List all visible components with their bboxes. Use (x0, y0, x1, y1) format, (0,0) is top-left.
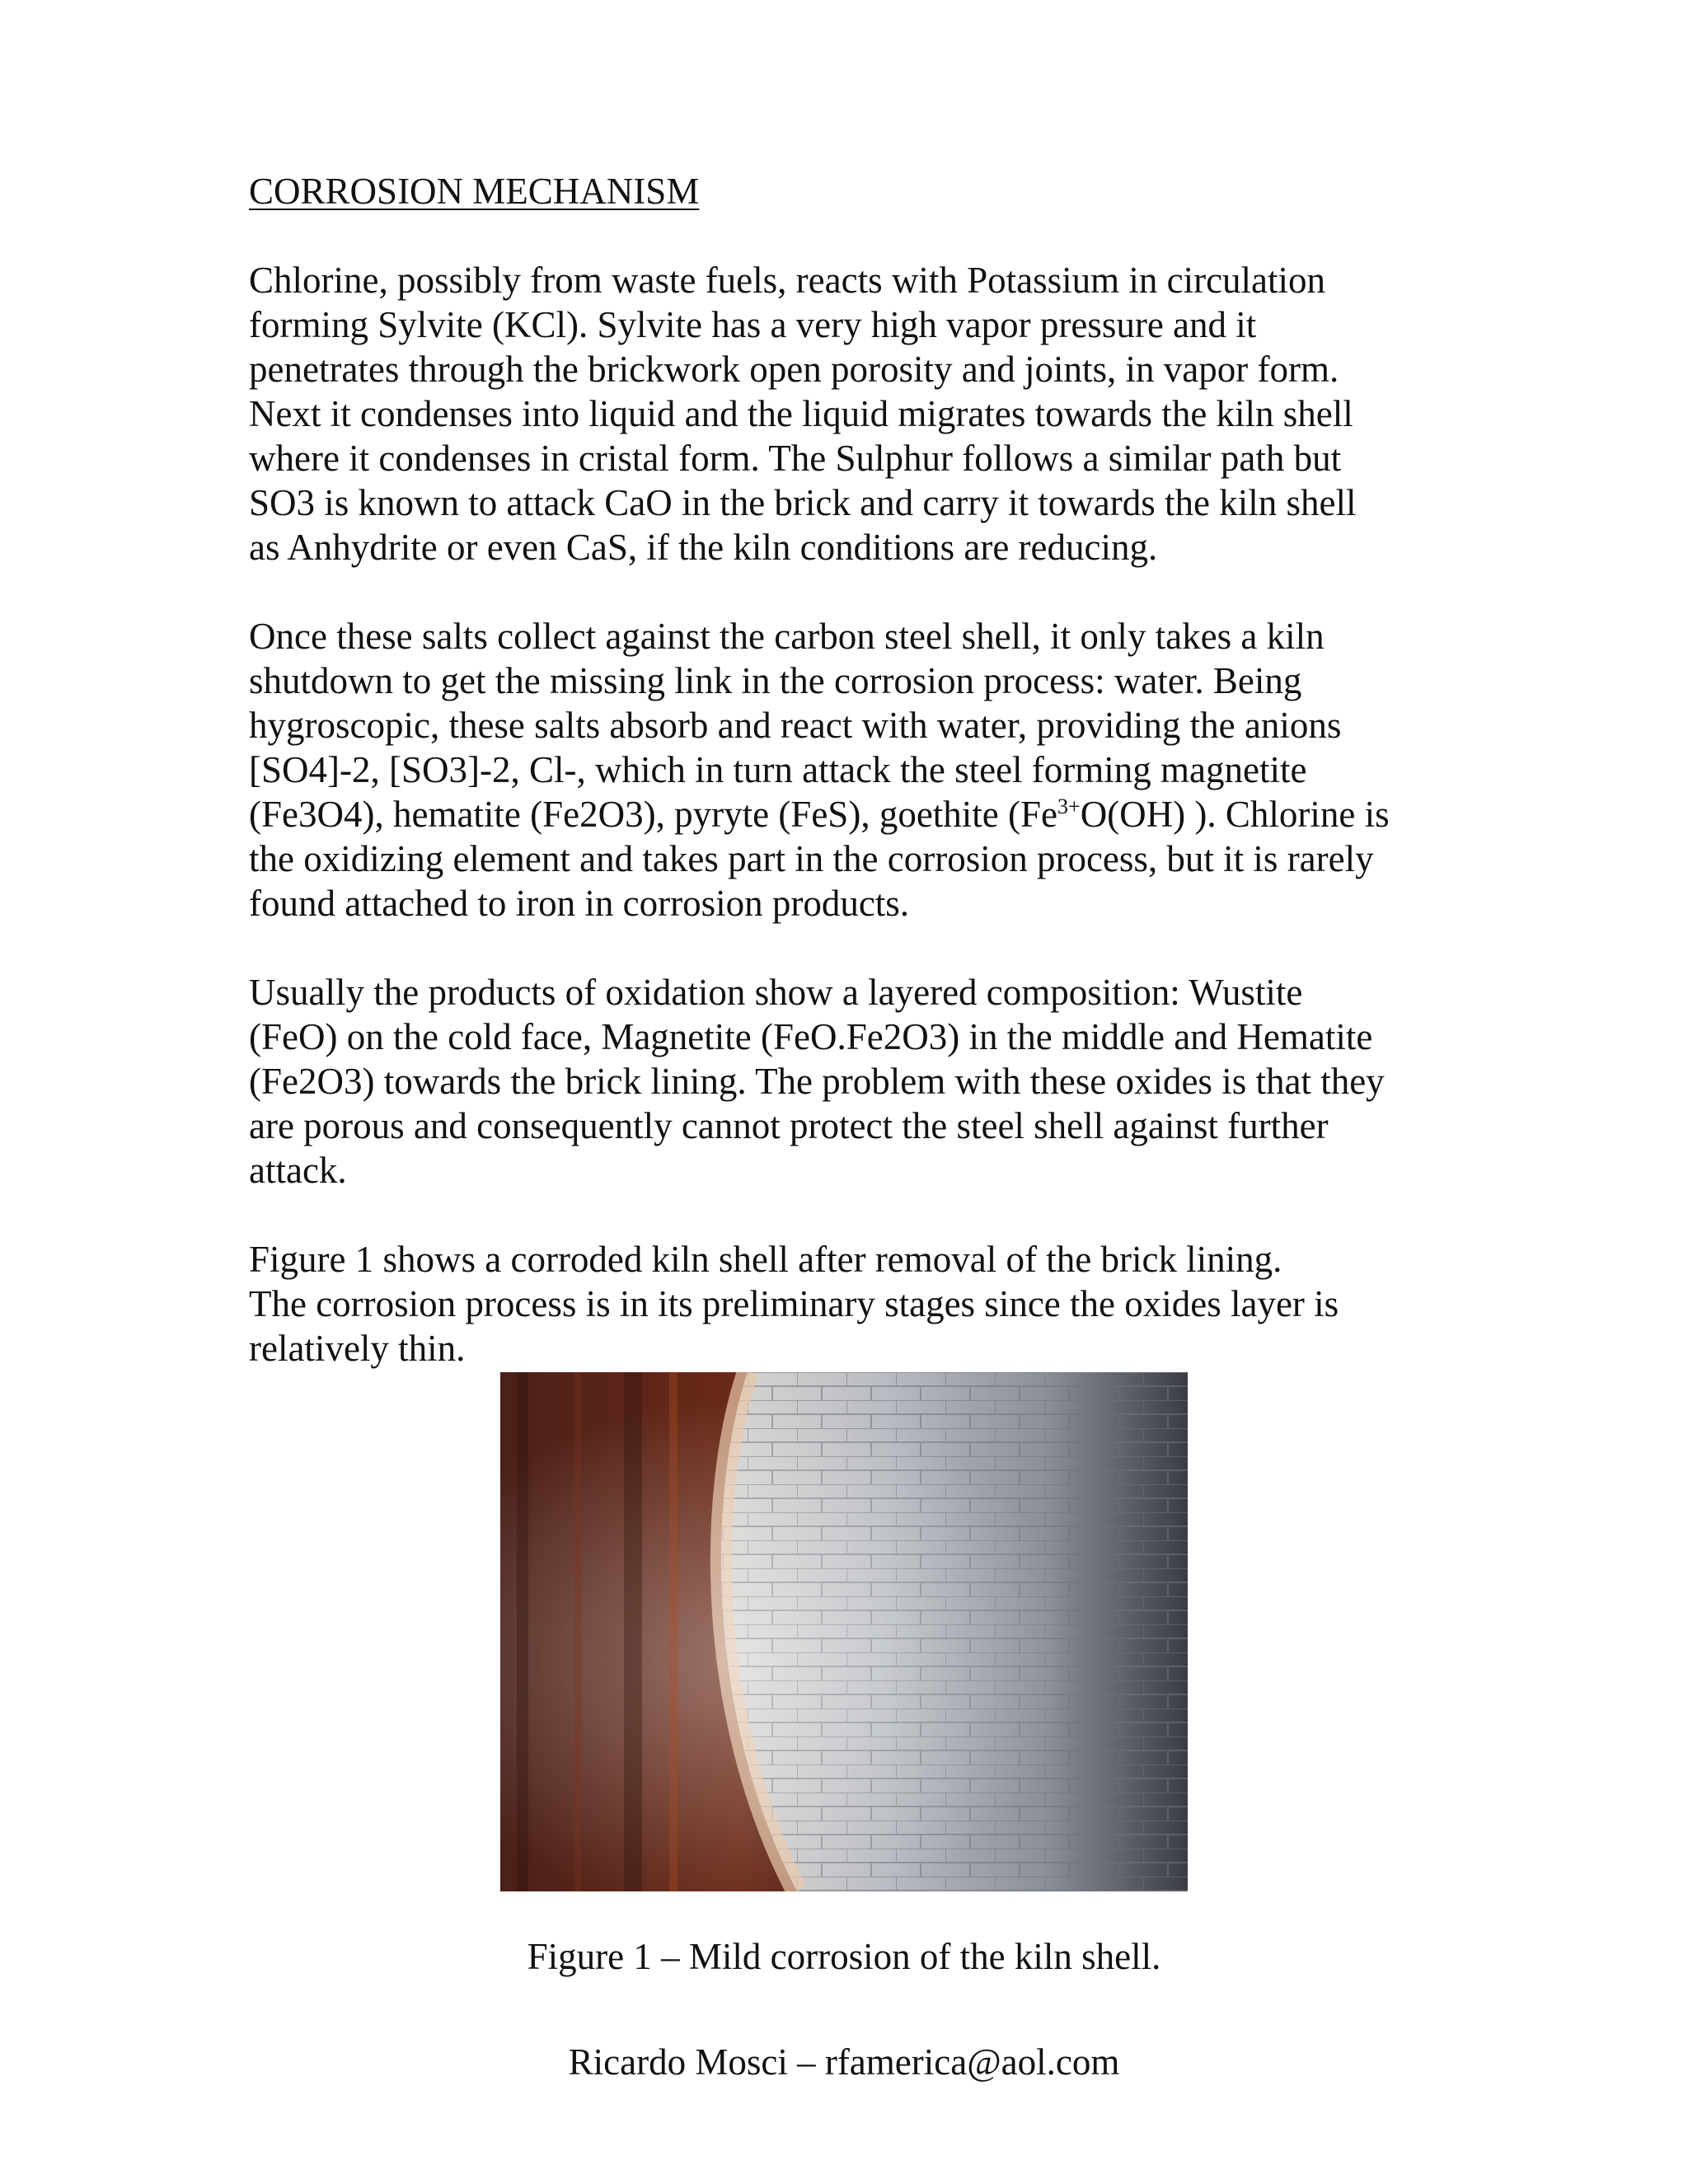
kiln-shell-photo (500, 1372, 1188, 1891)
paragraph-oxidation-layers: Usually the products of oxidation show a layered composition: Wustite (FeO) on the cold face, Magnetite (FeO.Fe2O3) in the middle and Hematite (Fe2O3) towards the brick lining. The problem with these oxides is that they are porous and consequently cannot protect the steel shell against further attack. (249, 972, 1385, 1191)
paragraph-salts-text-2: O(OH) ). Chlorine is the oxidizing element and takes part in the corrosion process, but it is rarely found attached to iron in corrosion products. (249, 794, 1390, 924)
paragraph-gap (249, 926, 1452, 970)
kiln-shell-photo-drawing (500, 1372, 1188, 1891)
paragraph-gap (249, 213, 1452, 258)
paragraph-salts-text-1: Once these salts collect against the carbon steel shell, it only takes a kiln shutdown to get the missing link in the corrosion process: water. Being hygroscopic, these salts absorb and react with water, providing the anions [SO4]-2, [SO3]-2, Cl-, which in turn attack the steel forming magnetite (Fe3O4), hematite (Fe2O3), pyryte (FeS), goethite (Fe (249, 616, 1342, 835)
section-heading: CORROSION MECHANISM (249, 171, 700, 212)
paragraph-chlorine-sylvite: Chlorine, possibly from waste fuels, reacts with Potassium in circulation forming Sylvite (KCl). Sylvite has a very high vapor pressure and it penetrates through the brickwork open porosity and joints, in vapor form. Next it condenses into liquid and the liquid migrates towards the kiln shell where it condenses in cristal form. The Sulphur follows a similar path but SO3 is known to attack CaO in the brick and carry it towards the kiln shell as Anhydrite or even CaS, if the kiln conditions are reducing. (249, 260, 1357, 568)
author-line: Ricardo Mosci – rfamerica@aol.com (568, 2041, 1120, 2083)
paragraph-gap (249, 1193, 1452, 1237)
paragraph-figure-intro: Figure 1 shows a corroded kiln shell after removal of the brick lining. The corrosion process is in its preliminary stages since the oxides layer is relatively thin. (249, 1239, 1339, 1369)
light-glow (500, 1372, 1188, 1891)
iron-charge-superscript: 3+ (1057, 794, 1081, 818)
figure-caption: Figure 1 – Mild corrosion of the kiln shell. (527, 1936, 1161, 1977)
paragraph-gap (249, 569, 1452, 614)
body-text (249, 169, 1452, 1371)
paragraph-salts-water (249, 614, 1452, 926)
